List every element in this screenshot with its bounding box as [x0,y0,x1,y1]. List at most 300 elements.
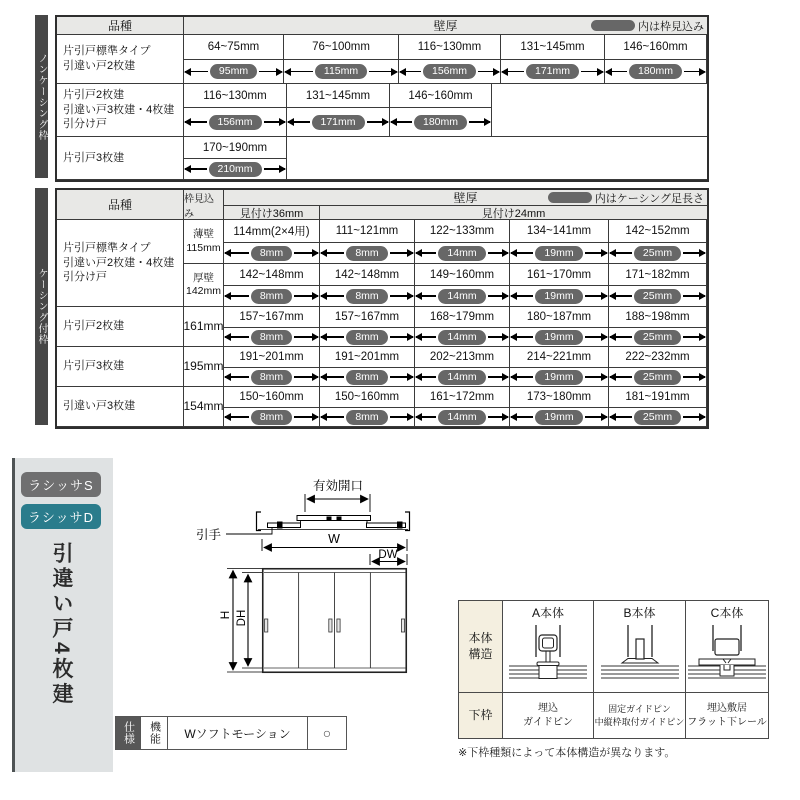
dimension-arrow-line [415,328,509,346]
arrow-right [488,376,508,378]
label-line: 構造 [468,646,493,661]
facing24-label: 見付け24mm [481,207,546,220]
spec-label-cell [116,717,141,749]
under-rail-line: 埋込 [538,703,558,714]
arrow-left [511,416,533,418]
frame-depth-pill: 25mm [634,410,681,425]
kind-header: 品種 [57,190,184,220]
spec-label: 仕様 [122,721,135,745]
wall-thickness-cell [510,220,609,264]
frame-depth-value: 161mm [183,319,224,333]
wall-thickness-cell [224,387,320,427]
arrow-left [321,252,344,254]
frame-depth-pill: 19mm [535,246,582,261]
badge-lasissa-d: ラシッサD [21,504,101,529]
dimension-arrow-line [501,60,604,83]
frame-depth-value: 薄壁 [193,228,214,241]
dimension-arrow-line [510,243,608,263]
arrow-right [390,376,413,378]
product-kind-line: 引違い戸3枚建 [63,400,136,413]
wall-thickness-cell [284,35,399,84]
arrow-right [683,295,705,297]
arrow-right [294,416,318,418]
body-a-diagram [506,621,590,689]
product-kind-line: 片引戸3枚建 [63,360,125,373]
arrow-left [606,71,627,73]
wall-range-value: 122~133mm [415,220,509,243]
label-handle: 引手 [196,528,222,542]
arrow-left [502,71,524,73]
frame-depth-pill: 14mm [438,370,485,385]
noncasing-dimension-table [55,15,709,182]
wall-thickness-cell [609,220,707,264]
arrow-left [416,376,436,378]
wall-range-value: 76~100mm [284,35,398,60]
under-rail-a [503,693,594,738]
label-w: W [328,532,340,546]
product-kind-line: 引違い戸2枚建 [63,60,136,72]
wall-range-value: 191~201mm [224,347,319,368]
wall-thickness-cell [415,387,510,427]
label-dh: DH [236,609,248,627]
body-c-diagram [685,621,769,689]
frame-depth-value: 115mm [186,241,221,254]
label-dw: DW [378,549,398,561]
arrow-left [288,121,310,123]
arrow-right [294,376,318,378]
dimension-arrow-line [399,60,500,83]
product-kind-cell [57,84,184,137]
arrow-right [294,252,318,254]
plan-panel-left [268,523,301,528]
wall-range-value: 180~187mm [510,307,608,328]
wall-range-value: 171~182mm [609,264,706,286]
wall-thickness-cell [415,220,510,264]
feature-label-cell [141,717,168,749]
dimension-arrow-line [415,243,509,263]
frame-depth-pill: 19mm [535,289,582,304]
product-kind-cell [57,35,184,84]
frame-depth-pill: 8mm [251,246,292,261]
label-h: H [218,610,232,620]
legend-pill [591,20,635,31]
door-diagram [188,468,432,698]
door-handle [401,619,404,632]
handle-mark [397,522,403,529]
arrow-left [321,295,344,297]
left-jamb [257,512,262,531]
dimension-arrow-line [287,108,389,136]
legend-label: 内は枠見込み [638,20,704,33]
dimension-arrow-line [609,328,706,346]
body-b-header: B本体 [623,606,656,620]
arrow-right [390,252,413,254]
product-kind-line: 引分け戸 [63,118,107,131]
frame-depth-pill: 180mm [414,115,467,130]
arrow-left [610,336,632,338]
wall-thickness-cell [320,220,415,264]
wall-range-value: 146~160mm [390,84,491,108]
wall-range-value: 142~148mm [224,264,319,286]
kind-header: 品種 [57,17,184,35]
handle-leader-line [226,527,272,534]
wall-thickness-cell [415,264,510,307]
body-b-cell [594,601,686,693]
wall-thickness-cell [605,35,707,84]
legend-pill [548,192,592,203]
arrow-left [511,336,533,338]
frame-depth-value-cell [184,387,224,427]
dimension-arrow-line [320,328,414,346]
arrow-right [683,376,705,378]
frame-depth-value: 195mm [183,359,224,373]
arrow-left [610,252,632,254]
wall-range-value: 64~75mm [184,35,283,60]
empty-cell [492,84,707,137]
wall-range-value: 202~213mm [415,347,509,368]
frame-depth-value-cell [184,220,224,264]
frame-depth-pill: 171mm [526,64,579,79]
frame-depth-pill: 180mm [629,64,682,79]
arrow-left [511,252,533,254]
dimension-arrow-line [415,286,509,306]
frame-depth-pill: 25mm [634,330,681,345]
wall-thickness-cell [320,264,415,307]
frame-depth-pill: 115mm [315,64,367,79]
under-rail-line: 固定ガイドピン [608,704,671,715]
arrow-right [488,252,508,254]
legend [548,190,704,205]
wall-thickness-cell [224,347,320,387]
wall-range-value: 150~160mm [320,387,414,408]
arrow-left [225,252,249,254]
badge-lasissa-s: ラシッサS [21,472,101,497]
frame-depth-pill: 156mm [209,115,262,130]
arrow-left [285,71,313,73]
arrow-left [321,336,344,338]
frame-depth-pill: 8mm [346,289,387,304]
product-kind-line: 片引戸3枚建 [63,151,125,164]
arrow-right [585,336,607,338]
under-rail-row-label: 下枠 [459,693,503,738]
footnote: ※下枠種類によって本体構造が異なります。 [458,747,676,759]
wall-range-value: 150~160mm [224,387,319,408]
under-rail-line: 中縦枠取付ガイドピン [594,716,685,727]
arrow-right [264,121,286,123]
arrow-right [581,71,603,73]
arrow-right [294,295,318,297]
frame-depth-value: 厚壁 [193,271,214,284]
plan-panel-center [297,516,371,521]
frame-depth-value: 154mm [183,399,224,413]
product-kind-line: 片引戸標準タイプ [63,241,151,254]
arrow-right [367,121,389,123]
arrow-left [610,295,632,297]
arrow-right [264,168,286,170]
product-kind-line: 引分け戸 [63,271,107,284]
wall-thickness-cell [609,387,707,427]
door-handle [265,619,268,632]
wall-range-value: 146~160mm [605,35,706,60]
wall-thickness-cell [510,387,609,427]
arrow-right [683,336,705,338]
wall-range-value: 161~172mm [415,387,509,408]
product-kind-cell [57,220,184,307]
body-c-cell [686,601,768,693]
arrow-left [416,252,436,254]
door-handle [329,619,332,632]
wall-thickness-cell [320,307,415,347]
arrow-left [321,376,344,378]
arrow-right [585,252,607,254]
sidebar-noncasing-frame: ノンケーシング枠 [35,15,48,178]
body-a-header: A本体 [531,606,564,620]
frame-depth-pill: 19mm [535,330,582,345]
arrow-left [225,295,249,297]
frame-depth-pill: 8mm [346,370,387,385]
frame-depth-pill: 8mm [251,330,292,345]
arrow-right [585,416,607,418]
arrow-left [511,376,533,378]
frame-depth-value: 142mm [185,285,221,297]
arrow-left [416,336,436,338]
handle-mark [337,517,342,522]
label-effective-opening: 有効開口 [312,479,364,493]
dimension-arrow-line [184,159,286,179]
arrow-left [185,71,208,73]
wall-range-value: 116~130mm [184,84,286,108]
wall-thickness-cell [399,35,501,84]
facing36-header [224,206,320,220]
handle-mark [327,517,332,522]
wall-thickness-cell [320,387,415,427]
frame-depth-pill: 210mm [209,162,262,177]
arrow-right [585,295,607,297]
product-kind-line: 片引戸標準タイプ [63,45,151,58]
arrow-left [225,416,249,418]
frame-depth-pill: 14mm [438,410,485,425]
wall-thickness-cell [224,307,320,347]
product-kind-line: 片引戸2枚建 [63,88,125,101]
frame-depth-pill: 156mm [423,64,476,79]
wall-thickness-cell [184,84,287,137]
wall-thickness-cell [510,307,609,347]
wall-thickness-cell [415,347,510,387]
under-rail-line: ガイドピン [523,716,573,728]
product-kind-cell [57,347,184,387]
wall-range-value: 170~190mm [184,137,286,159]
product-kind-cell [57,387,184,427]
dimension-arrow-line [510,328,608,346]
arrow-left [416,295,436,297]
product-kind-line: 片引戸2枚建 [63,320,125,333]
under-rail-c [686,693,768,738]
handle-mark [277,522,283,529]
wall-range-value: 131~145mm [287,84,389,108]
spec-table [115,716,347,750]
arrow-right [488,295,508,297]
wall-thickness-cell [510,264,609,307]
arrow-right [390,295,413,297]
frame-depth-pill: 25mm [634,289,681,304]
frame-depth-pill: 8mm [251,289,292,304]
product-kind-cell [57,307,184,347]
wall-range-value: 188~198mm [609,307,706,328]
wall-thickness-cell [320,347,415,387]
frame-depth-pill: 8mm [346,246,387,261]
arrow-right [390,416,413,418]
dimension-arrow-line [605,60,706,83]
facing24-header [320,206,707,220]
arrow-right [369,71,397,73]
dimension-arrow-line [224,243,319,263]
dimension-arrow-line [184,108,286,136]
dimension-arrow-line [320,368,414,386]
frame-depth-pill: 95mm [210,64,257,79]
arrow-left [185,121,207,123]
arrow-right [683,252,705,254]
wall-range-value: 222~232mm [609,347,706,368]
dimension-arrow-line [224,368,319,386]
dimension-arrow-line [224,328,319,346]
product-title-vertical: 引違い戸4枚建 [50,542,73,708]
structure-row-label [459,601,503,693]
wall-header-label: 壁厚 [433,19,458,33]
body-structure-table [458,600,769,739]
arrow-right [390,336,413,338]
legend-label: 内はケーシング足長さ [594,192,704,205]
dimension-arrow-line [609,368,706,386]
empty-cell [287,137,707,180]
dimension-arrow-line [510,408,608,426]
wall-header [184,17,707,35]
product-kind-cell [57,137,184,180]
dimension-arrow-line [609,408,706,426]
wall-thickness-cell [609,264,707,307]
wall-range-value: 149~160mm [415,264,509,286]
legend [591,17,704,34]
wall-header-label: 壁厚 [453,191,478,205]
sidebar-casing-frame: ケーシング付枠 [35,188,48,425]
arrow-left [225,336,249,338]
frame-depth-pill: 171mm [312,115,365,130]
dimension-arrow-line [284,60,398,83]
wall-thickness-cell [609,307,707,347]
arrow-left [610,376,632,378]
arrow-left [610,416,632,418]
wall-range-value: 142~152mm [609,220,706,243]
wall-range-value: 157~167mm [224,307,319,328]
frame-depth-pill: 25mm [634,370,681,385]
under-rail-b [594,693,686,738]
feature-value-cell: Wソフトモーション [168,717,308,749]
facing36-label: 見付け36mm [239,207,304,220]
dimension-arrow-line [224,286,319,306]
frame-depth-pill: 8mm [251,410,292,425]
wall-thickness-cell [287,84,390,137]
frame-depth-value-cell [184,264,224,307]
frame-depth-pill: 8mm [251,370,292,385]
under-rail-line: 埋込敷居 [707,703,747,714]
arrow-left [400,71,421,73]
arrow-right [684,71,705,73]
product-kind-line: 引違い戸2枚建・4枚建 [63,256,175,269]
arrow-right [488,416,508,418]
dimension-arrow-line [415,368,509,386]
body-b-diagram [598,621,682,689]
wall-thickness-cell [501,35,605,84]
frame-depth-header [184,190,224,220]
frame-depth-pill: 14mm [438,246,485,261]
dimension-arrow-line [390,108,491,136]
feature-label: 機能 [148,721,161,745]
wall-range-value: 168~179mm [415,307,509,328]
arrow-left [321,416,344,418]
wall-thickness-cell [224,264,320,307]
wall-thickness-cell [415,307,510,347]
frame-depth-pill: 8mm [346,330,387,345]
body-c-header: C本体 [710,606,744,620]
dimension-arrow-line [415,408,509,426]
wall-range-value: 161~170mm [510,264,608,286]
dimension-arrow-line [510,368,608,386]
wall-thickness-cell [224,220,320,264]
arrow-right [259,71,282,73]
frame-depth-header-label: 枠見込み [184,193,214,220]
dimension-arrow-line [320,286,414,306]
wall-thickness-cell [184,137,287,180]
frame-depth-value-cell [184,347,224,387]
arrow-right [683,416,705,418]
wall-range-value: 131~145mm [501,35,604,60]
wall-range-value: 116~130mm [399,35,500,60]
arrow-left [185,168,207,170]
arrow-left [416,416,436,418]
label-line: 本体 [468,630,493,645]
wall-thickness-cell [184,35,284,84]
dimension-arrow-line [320,408,414,426]
arrow-right [294,336,318,338]
wall-range-value: 114mm(2×4用) [224,220,319,243]
dimension-arrow-line [320,243,414,263]
dimension-arrow-line [510,286,608,306]
arrow-right [585,376,607,378]
casing-dimension-table [55,188,709,429]
wall-thickness-cell [510,347,609,387]
product-kind-line: 引違い戸3枚建・4枚建 [63,103,175,116]
arrow-left [225,376,249,378]
wall-thickness-cell [390,84,492,137]
wall-range-value: 134~141mm [510,220,608,243]
wall-range-value: 173~180mm [510,387,608,408]
wall-range-value: 157~167mm [320,307,414,328]
frame-depth-value-cell [184,307,224,347]
wall-range-value: 142~148mm [320,264,414,286]
arrow-left [391,121,412,123]
body-a-cell [503,601,594,693]
dimension-arrow-line [184,60,283,83]
dimension-arrow-line [609,286,706,306]
dimension-arrow-line [224,408,319,426]
frame-depth-pill: 19mm [535,370,582,385]
frame-depth-pill: 8mm [346,410,387,425]
dimension-arrow-line [609,243,706,263]
frame-depth-pill: 25mm [634,246,681,261]
feature-mark-cell: ○ [322,725,332,741]
wall-range-value: 191~201mm [320,347,414,368]
under-rail-line: フラット下レール [687,716,767,728]
wall-thickness-cell [609,347,707,387]
